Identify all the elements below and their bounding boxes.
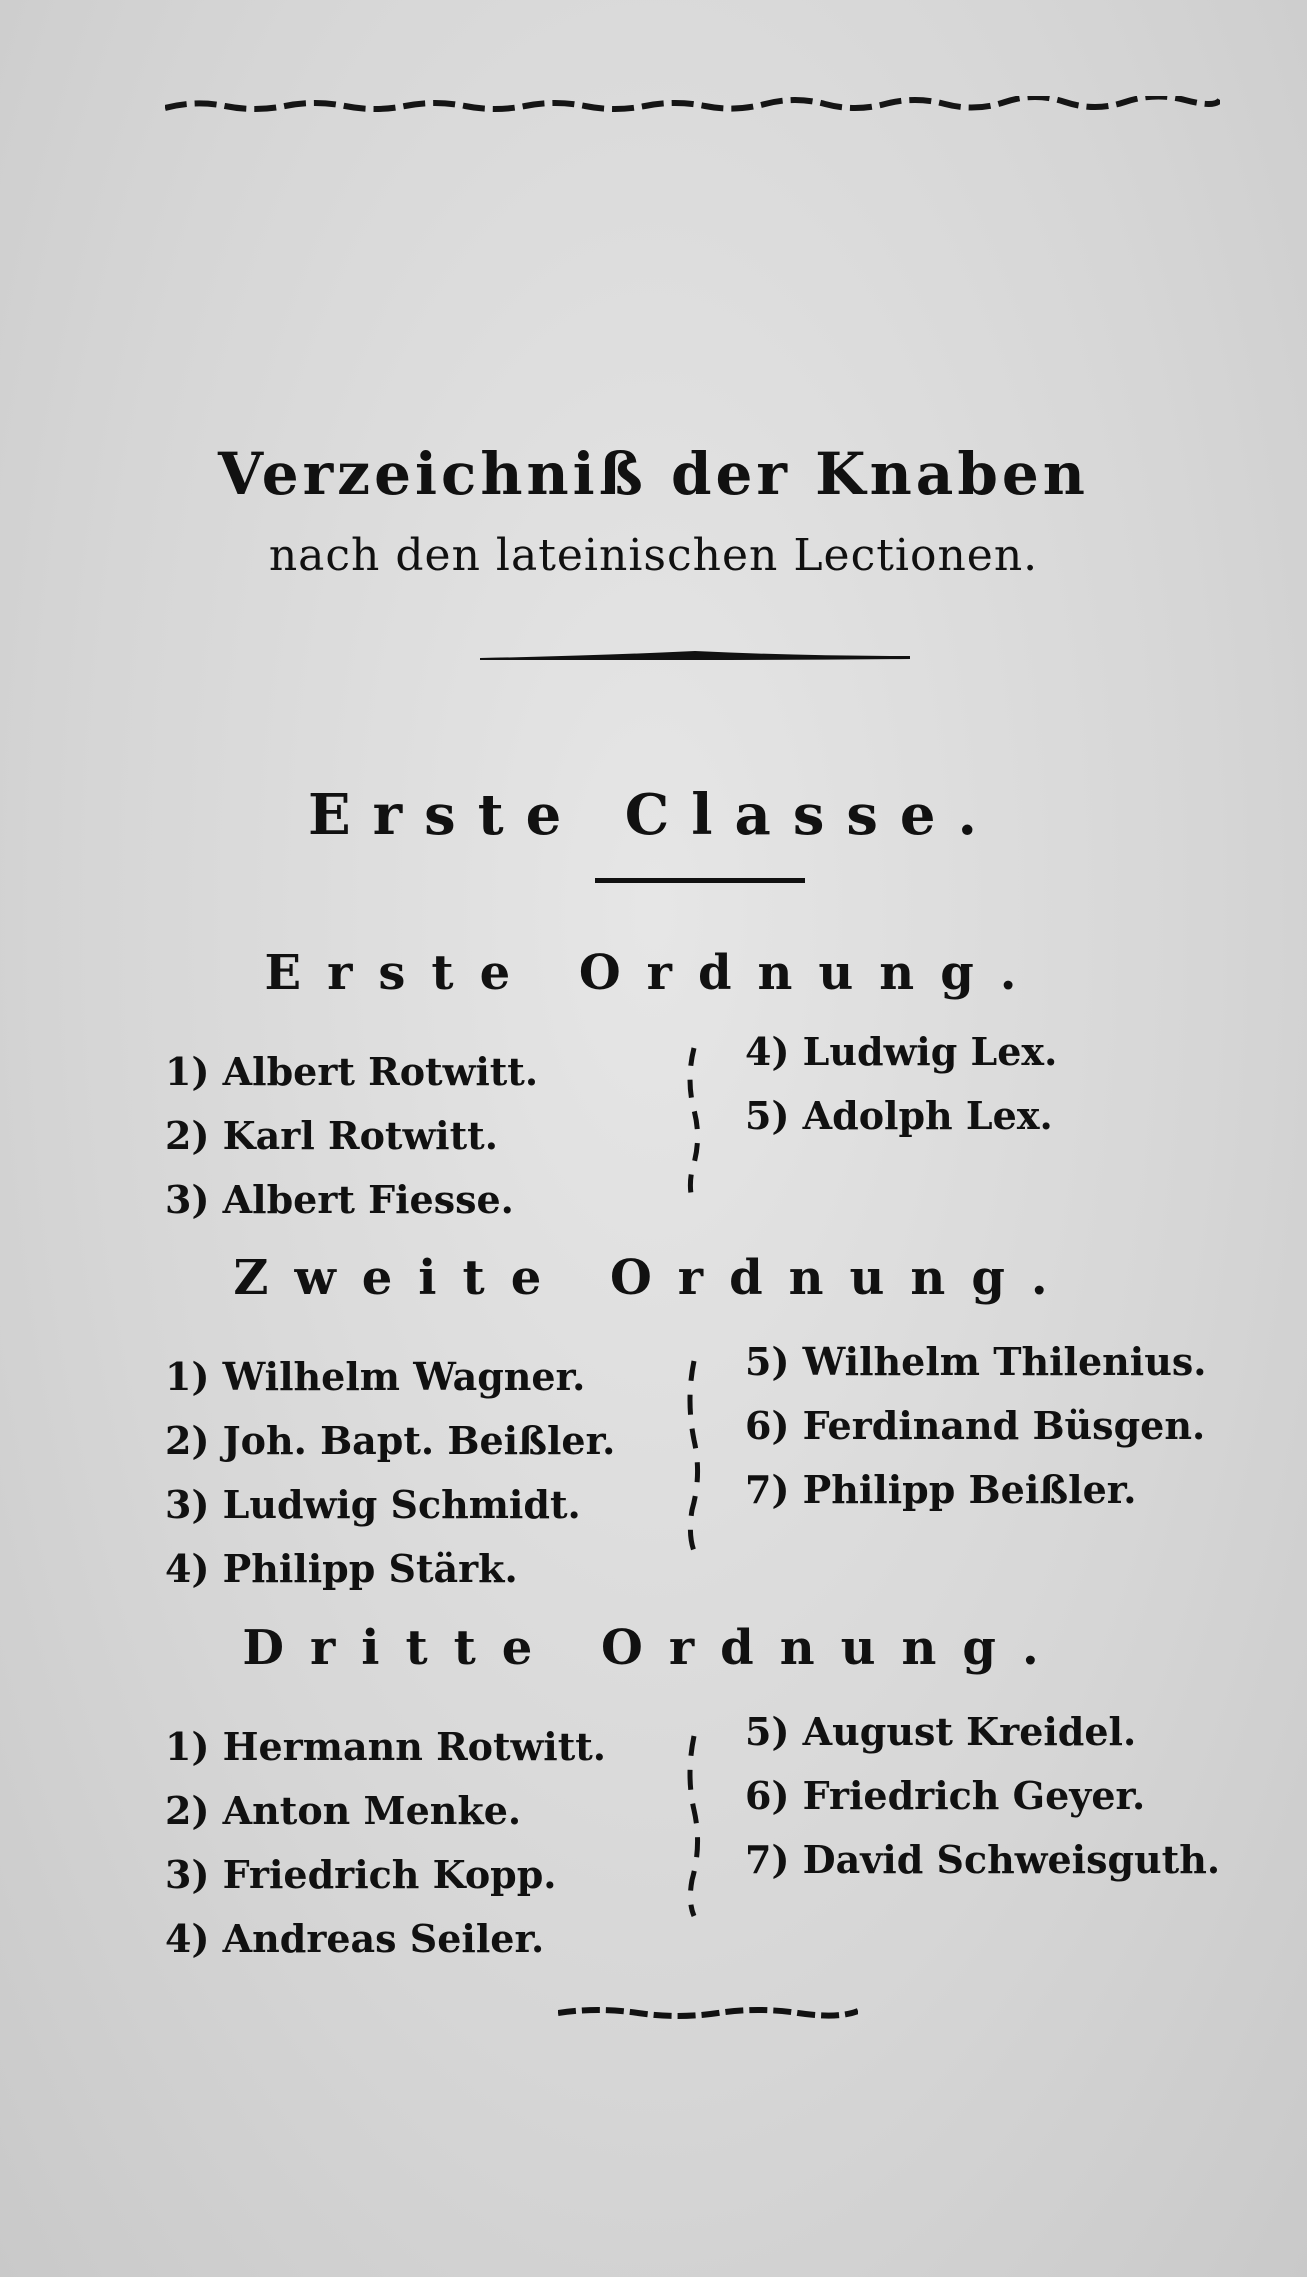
list-item — [745, 1084, 1057, 1148]
bottom-ornamental-rule — [558, 2005, 858, 2019]
pupil-name: Ludwig Schmidt. — [222, 1482, 581, 1527]
column-brace — [672, 1730, 712, 1920]
list-item — [165, 1345, 615, 1409]
pupil-name: Joh. Bapt. Beißler. — [222, 1418, 616, 1463]
pupil-name: Philipp Beißler. — [802, 1467, 1137, 1512]
item-number: 4) — [745, 1029, 790, 1074]
item-number: 3) — [165, 1852, 210, 1897]
pupil-name: Anton Menke. — [222, 1788, 522, 1833]
pupil-name: Ludwig Lex. — [802, 1029, 1058, 1074]
pupil-name: Friedrich Kopp. — [222, 1852, 557, 1897]
pupil-name: Albert Rotwitt. — [222, 1049, 539, 1094]
page-subtitle: nach den lateinischen Lectionen. — [268, 530, 1039, 581]
pupil-name: Wilhelm Wagner. — [222, 1354, 586, 1399]
item-number: 2) — [165, 1788, 210, 1833]
order-3-left-column — [165, 1715, 606, 1971]
short-rule — [595, 878, 805, 883]
item-number: 2) — [165, 1418, 210, 1463]
pupil-name: Hermann Rotwitt. — [222, 1724, 607, 1769]
list-item — [745, 1394, 1206, 1458]
list-item — [165, 1715, 606, 1779]
list-item — [165, 1907, 606, 1971]
pupil-name: Friedrich Geyer. — [802, 1773, 1146, 1818]
order-3-right-column — [745, 1700, 1220, 1892]
item-number: 7) — [745, 1837, 790, 1882]
heavy-rule — [480, 650, 910, 662]
top-ornamental-rule — [165, 96, 1220, 114]
order-2-left-column — [165, 1345, 615, 1601]
item-number: 7) — [745, 1467, 790, 1512]
item-number: 4) — [165, 1546, 210, 1591]
pupil-name: Wilhelm Thilenius. — [802, 1339, 1207, 1384]
item-number: 2) — [165, 1113, 210, 1158]
class-heading: Erste Classe. — [307, 782, 999, 848]
item-number: 1) — [165, 1724, 210, 1769]
order-1-left-column — [165, 1040, 538, 1232]
list-item — [165, 1537, 615, 1601]
list-item — [745, 1020, 1057, 1084]
list-item — [165, 1779, 606, 1843]
pupil-name: August Kreidel. — [802, 1709, 1137, 1754]
item-number: 6) — [745, 1773, 790, 1818]
page-title: Verzeichniß der Knaben — [218, 440, 1089, 508]
item-number: 1) — [165, 1354, 210, 1399]
item-number: 6) — [745, 1403, 790, 1448]
list-item — [165, 1168, 538, 1232]
item-number: 5) — [745, 1339, 790, 1384]
order-heading: Zweite Ordnung. — [233, 1250, 1074, 1306]
list-item — [165, 1040, 538, 1104]
item-number: 1) — [165, 1049, 210, 1094]
column-brace — [672, 1355, 712, 1555]
list-item — [165, 1843, 606, 1907]
order-2-right-column — [745, 1330, 1206, 1522]
pupil-name: Karl Rotwitt. — [222, 1113, 498, 1158]
order-heading: Dritte Ordnung. — [242, 1620, 1065, 1676]
list-item — [165, 1473, 615, 1537]
list-item — [745, 1458, 1206, 1522]
list-item — [745, 1828, 1220, 1892]
list-item — [745, 1700, 1220, 1764]
list-item — [165, 1104, 538, 1168]
list-item — [745, 1330, 1206, 1394]
column-brace — [672, 1040, 712, 1210]
item-number: 5) — [745, 1709, 790, 1754]
list-item — [745, 1764, 1220, 1828]
item-number: 4) — [165, 1916, 210, 1961]
pupil-name: Philipp Stärk. — [222, 1546, 518, 1591]
order-heading: Erste Ordnung. — [264, 945, 1043, 1001]
item-number: 3) — [165, 1177, 210, 1222]
item-number: 3) — [165, 1482, 210, 1527]
list-item — [165, 1409, 615, 1473]
pupil-name: Adolph Lex. — [802, 1093, 1053, 1138]
pupil-name: Ferdinand Büsgen. — [802, 1403, 1206, 1448]
order-1-right-column — [745, 1020, 1057, 1148]
pupil-name: David Schweisguth. — [802, 1837, 1221, 1882]
pupil-name: Andreas Seiler. — [222, 1916, 545, 1961]
item-number: 5) — [745, 1093, 790, 1138]
pupil-name: Albert Fiesse. — [222, 1177, 514, 1222]
